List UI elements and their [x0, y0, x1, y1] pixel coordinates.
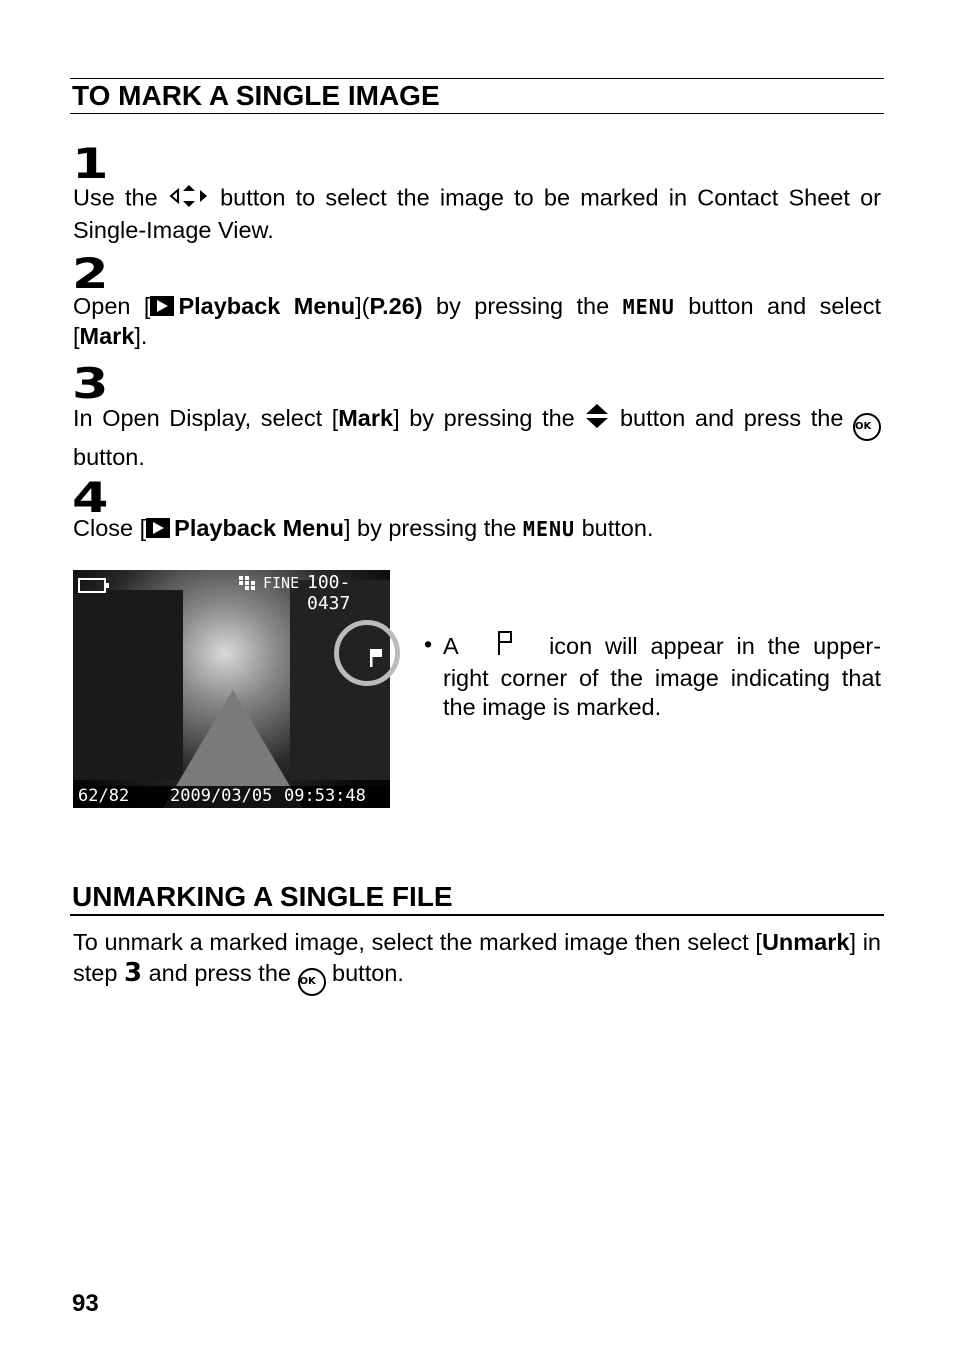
step-number: 2	[72, 249, 109, 298]
text: button to select the image to be marked in Contact Sheet or Single-Image View.	[73, 184, 881, 243]
bullet-dot: •	[424, 631, 433, 657]
camera-lcd-screenshot	[73, 570, 390, 826]
ok-button-icon: OK	[853, 413, 881, 441]
step-3-text	[73, 402, 881, 473]
page-reference: P.26)	[369, 293, 423, 319]
up-down-arrow-icon	[584, 402, 610, 438]
step-1-text	[73, 183, 881, 245]
text: In Open Display, select [	[73, 405, 339, 432]
text: ](	[355, 293, 370, 319]
playback-icon	[146, 518, 170, 538]
menu-item: Mark	[79, 323, 135, 349]
highlight-circle	[334, 620, 400, 686]
menu-name: Playback Menu	[178, 293, 356, 319]
step-2-text	[73, 292, 881, 351]
header-rule-bottom	[70, 113, 884, 114]
menu-item: Unmark	[761, 929, 850, 955]
note-text	[443, 630, 881, 723]
text: button.	[73, 444, 145, 471]
battery-icon	[78, 578, 106, 593]
text: ].	[134, 323, 148, 349]
step-number: 3	[72, 359, 109, 408]
section-title: UNMARKING A SINGLE FILE	[72, 881, 453, 912]
text: button and select [	[73, 293, 881, 349]
step-number: 1	[72, 139, 109, 188]
text: ] in step	[73, 929, 881, 986]
text: ] by pressing the	[343, 515, 517, 541]
text: Close [	[73, 515, 147, 541]
section-title: TO MARK A SINGLE IMAGE	[72, 80, 440, 111]
section-header-unmark	[70, 880, 884, 916]
unmark-text	[73, 927, 881, 996]
text: To unmark a marked image, select the marked image then select [	[73, 929, 762, 955]
note-bullet	[424, 630, 881, 723]
image-size-icon	[239, 576, 257, 595]
section-header-mark	[70, 78, 884, 114]
capture-date: 2009/03/05	[170, 786, 273, 806]
step-number: 4	[72, 473, 109, 522]
menu-name: Playback Menu	[174, 515, 344, 541]
frame-count: 62/82	[78, 786, 130, 806]
playback-icon	[150, 296, 174, 316]
text: Use the	[73, 184, 158, 211]
ok-button-icon: OK	[298, 968, 326, 996]
page-number: 93	[72, 1290, 99, 1317]
file-number: 100-0437	[307, 572, 351, 614]
text: by pressing the	[436, 293, 610, 319]
step-4-text	[73, 514, 881, 544]
menu-button-label: MENU	[622, 295, 675, 319]
capture-time: 09:53:48 AM	[284, 786, 366, 826]
step-reference: 3	[123, 958, 143, 988]
text: icon will appear in the upper-right corner of the image indicating that the image is marked.	[443, 633, 882, 720]
text: Open [	[73, 293, 151, 319]
quality-label: FINE	[263, 574, 300, 592]
menu-button-label: MENU	[522, 517, 576, 541]
four-way-arrow-icon	[168, 183, 210, 216]
menu-item: Mark	[338, 405, 394, 432]
mark-flag-outline-icon	[496, 630, 514, 664]
mark-flag-icon	[369, 648, 383, 673]
text: button.	[332, 960, 404, 986]
header-rule-bottom	[70, 914, 884, 916]
text: A	[443, 633, 458, 659]
text: button.	[581, 515, 654, 541]
text: and press the	[148, 960, 291, 986]
text: button and press the	[619, 405, 844, 432]
text: ] by pressing the	[393, 405, 575, 432]
